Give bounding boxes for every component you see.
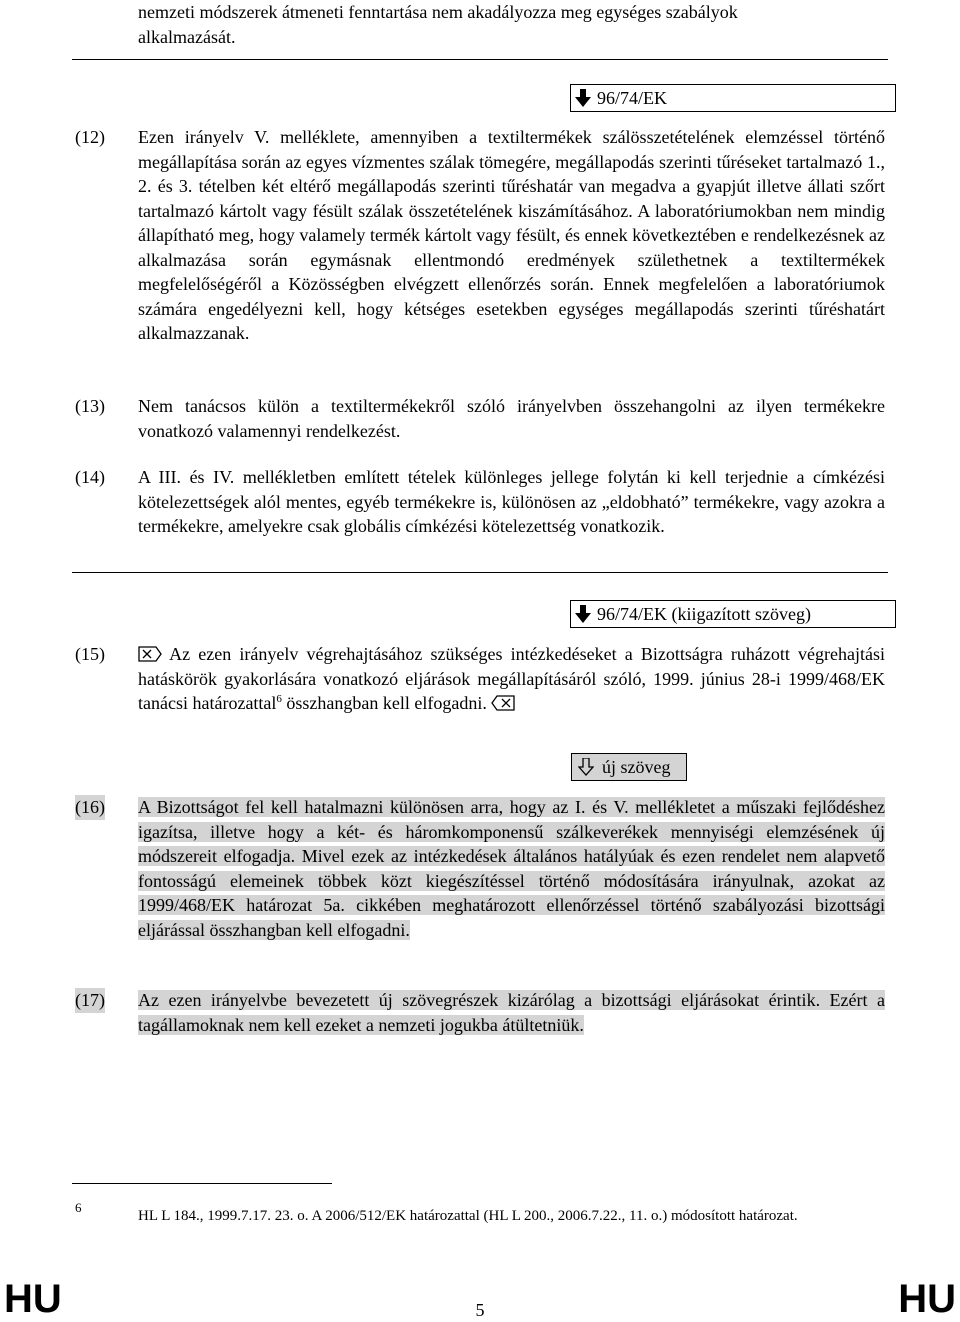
page-number: 5 [475, 1300, 485, 1320]
recital-15-text-end: összhangban kell elfogadni. [286, 693, 487, 713]
recital-number-17: (17) [75, 988, 105, 1013]
source-label-original [570, 84, 896, 112]
source-label-codified [570, 600, 896, 628]
recital-12: Ezen irányelv V. melléklete, amennyiben a textiltermékek szálösszetételének elemzéssel történő megállapítása során az egyes vízmentes szálak tömegére, megállapodás szerinti tűréseket tartalmazó 1., 2. és 3. tételben két eltérő megállapodás szerinti tűréshatár van megadva a gyapjút illetve állati szőrt tartalmazó kártolt vagy fésült szálak összetételének kiszámításához. A laboratóriumokban nem mindig állapítható meg, hogy valamely termék kártolt vagy fésült, és ennek következtében e rendelkezésnek az alkalmazása során egymásnak ellentmondó eredmények születhetnek a textiltermékek megfelelőségéről a Közösségben elvégzett ellenőrzés során. Ennek megfelelően a laboratóriumok számára engedélyezni kell, hogy kétséges esetekben egységes megállapodás szerinti tűréshatárt alkalmazzanak. [138, 127, 885, 343]
language-code-left: HU [4, 1277, 62, 1321]
section-divider-1 [72, 59, 888, 60]
delete-start-icon [138, 646, 162, 662]
recital-17-text: Az ezen irányelvbe bevezetett új szövegrészek kizárólag a bizottsági eljárásokat érintik. Ezért a tagállamoknak nem kell ezeket a nemzeti jogukba átültetniük. [138, 990, 885, 1035]
footnote-separator [72, 1183, 332, 1184]
hollow-arrow-down-icon [578, 758, 594, 776]
footnote-text: HL L 184., 1999.7.17. 23. o. A 2006/512/EK határozattal (HL L 200., 2006.7.22., 11. o.) módosított határozat. [138, 1208, 798, 1224]
recital-17 [138, 988, 885, 1037]
delete-end-icon [491, 695, 515, 711]
recital-13: Nem tanácsos külön a textiltermékekről szóló irányelvben összehangolni az ilyen termékekre vonatkozó valamennyi rendelkezést. [138, 396, 885, 441]
continued-line-1: nemzeti módszerek átmeneti fenntartása nem akadályozza meg egységes szabályok [138, 2, 738, 22]
arrow-down-icon [575, 89, 591, 107]
recital-16-text: A Bizottságot fel kell hatalmazni különösen arra, hogy az I. és V. mellékletet a műszaki fejlődéshez igazítsa, illetve hogy a két- és háromkomponensű szálkeverékek mennyiségi elemzésének új módszereit elfogadja. Mivel ezek az intézkedések általános hatályúak és ezen rendelet nem alapvető fontosságú elemeinek többek közt kiegészítéssel történő módosítására irányulnak, azokat az 1999/468/EK határozat 5a. cikkében meghatározott ellenőrzéssel történő szabályozási bizottsági eljárással összhangban kell elfogadni. [138, 797, 885, 940]
continued-line-2: alkalmazását. [138, 26, 236, 47]
recital-number-15: (15) [75, 644, 105, 664]
recital-15 [138, 642, 885, 716]
footnote-number: 6 [75, 1200, 82, 1215]
recital-15-text: Az ezen irányelv végrehajtásához szükséges intézkedéseket a Bizottságra ruházott végrehajtási hatáskörök gyakorlására vonatkozó eljárások megállapításáról szóló, 1999. június 28-i 1999/468/EK tanácsi határozattal [138, 644, 885, 713]
recital-number-13: (13) [75, 396, 105, 416]
arrow-down-icon [575, 605, 591, 623]
recital-number-16: (16) [75, 795, 105, 820]
continued-paragraph [138, 0, 888, 49]
footnote-reference[interactable]: 6 [276, 693, 282, 705]
source-label-text: 96/74/EK [597, 88, 667, 108]
recital-number-14: (14) [75, 467, 105, 487]
language-code-right: HU [898, 1277, 956, 1321]
source-label-text: 96/74/EK (kiigazított szöveg) [597, 604, 811, 624]
recital-number-12: (12) [75, 127, 105, 147]
recital-16 [138, 795, 885, 942]
section-divider-2 [72, 572, 888, 573]
source-label-text: új szöveg [602, 757, 671, 777]
source-label-new-text [571, 753, 687, 781]
recital-14: A III. és IV. mellékletben említett tételek különleges jellege folytán ki kell terjednie a címkézési kötelezettségek alól mentes, egyéb termékekre is, különösen az „eldobható” termékekre, vagy azokra a termékekre, amelyekre csak globális címkézési kötelezettség vonatkozik. [138, 467, 885, 536]
